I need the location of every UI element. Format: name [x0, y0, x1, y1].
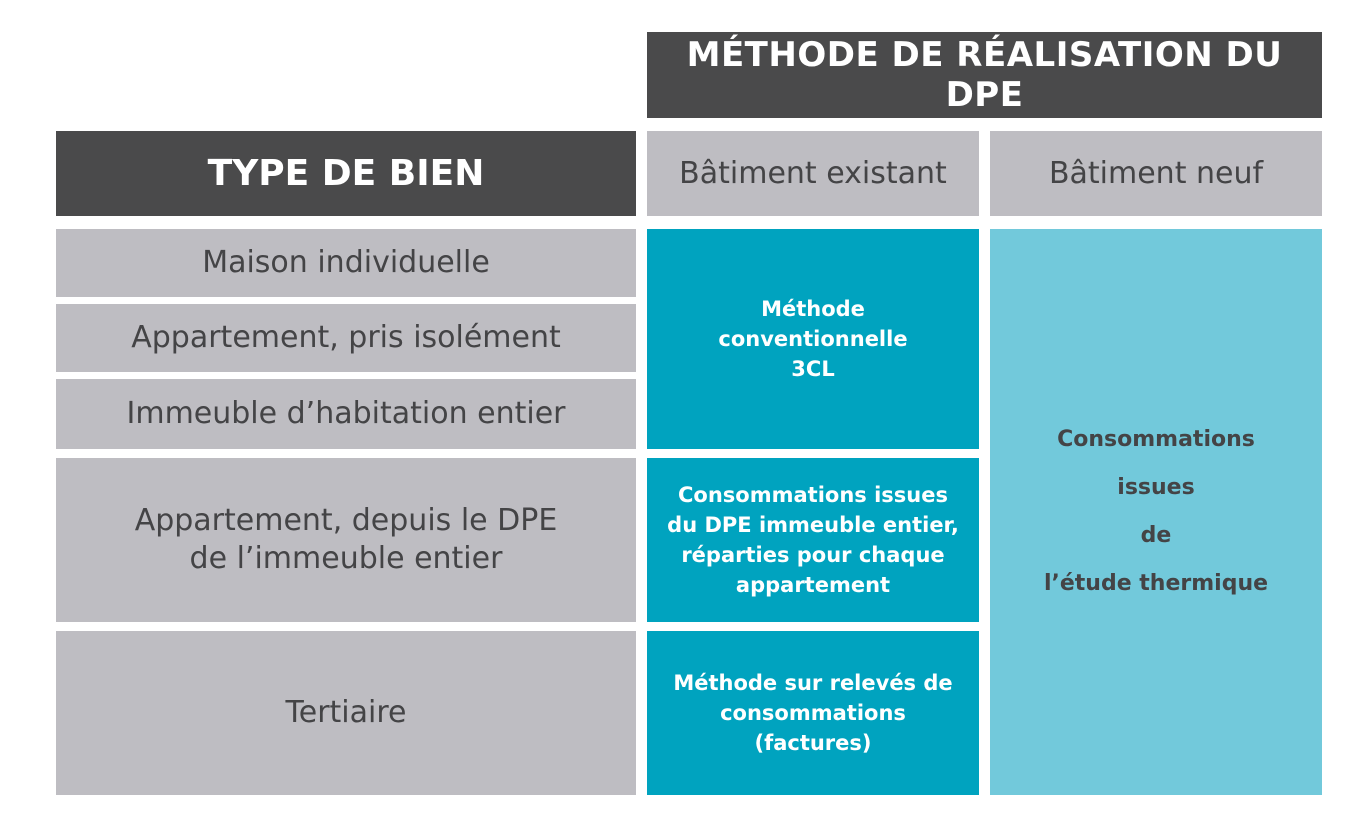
method-cell-immeuble [647, 458, 979, 622]
row-label-appartement [56, 304, 636, 372]
row-label-text: Immeuble d’habitation entier [126, 396, 566, 431]
row-label-maison [56, 229, 636, 297]
column-header-new-label: Bâtiment neuf [1048, 156, 1264, 191]
method-header-label: MÉTHODE DE RÉALISATION DU DPE [686, 35, 1283, 115]
column-header-existing-label: Bâtiment existant [679, 156, 947, 191]
row-label-tertiaire [56, 631, 636, 795]
method-cell-factures [647, 631, 979, 795]
row-label-immeuble [56, 379, 636, 449]
method-cell-text: Consommations issues du DPE immeuble entier, réparties pour chaque appartement [667, 483, 959, 597]
type-header [56, 131, 636, 216]
row-label-text: Appartement, pris isolément [131, 320, 561, 355]
method-cell-text: Méthode sur relevés de consommations (factures) [673, 671, 953, 755]
method-cell-text: Méthode conventionnelle 3CL [718, 297, 908, 381]
type-header-label: TYPE DE BIEN [207, 153, 485, 194]
row-label-appartement-dpe-immeuble [56, 458, 636, 622]
row-label-text: Tertiaire [285, 695, 407, 730]
column-header-existing [647, 131, 979, 216]
method-cell-3cl [647, 229, 979, 449]
row-label-text: Appartement, depuis le DPE de l’immeuble entier [134, 503, 558, 576]
new-building-cell [990, 229, 1322, 795]
column-header-new [990, 131, 1322, 216]
row-label-text: Maison individuelle [202, 245, 490, 280]
method-header [647, 32, 1322, 118]
new-building-text: Consommations issues de l’étude thermique [1043, 427, 1269, 596]
